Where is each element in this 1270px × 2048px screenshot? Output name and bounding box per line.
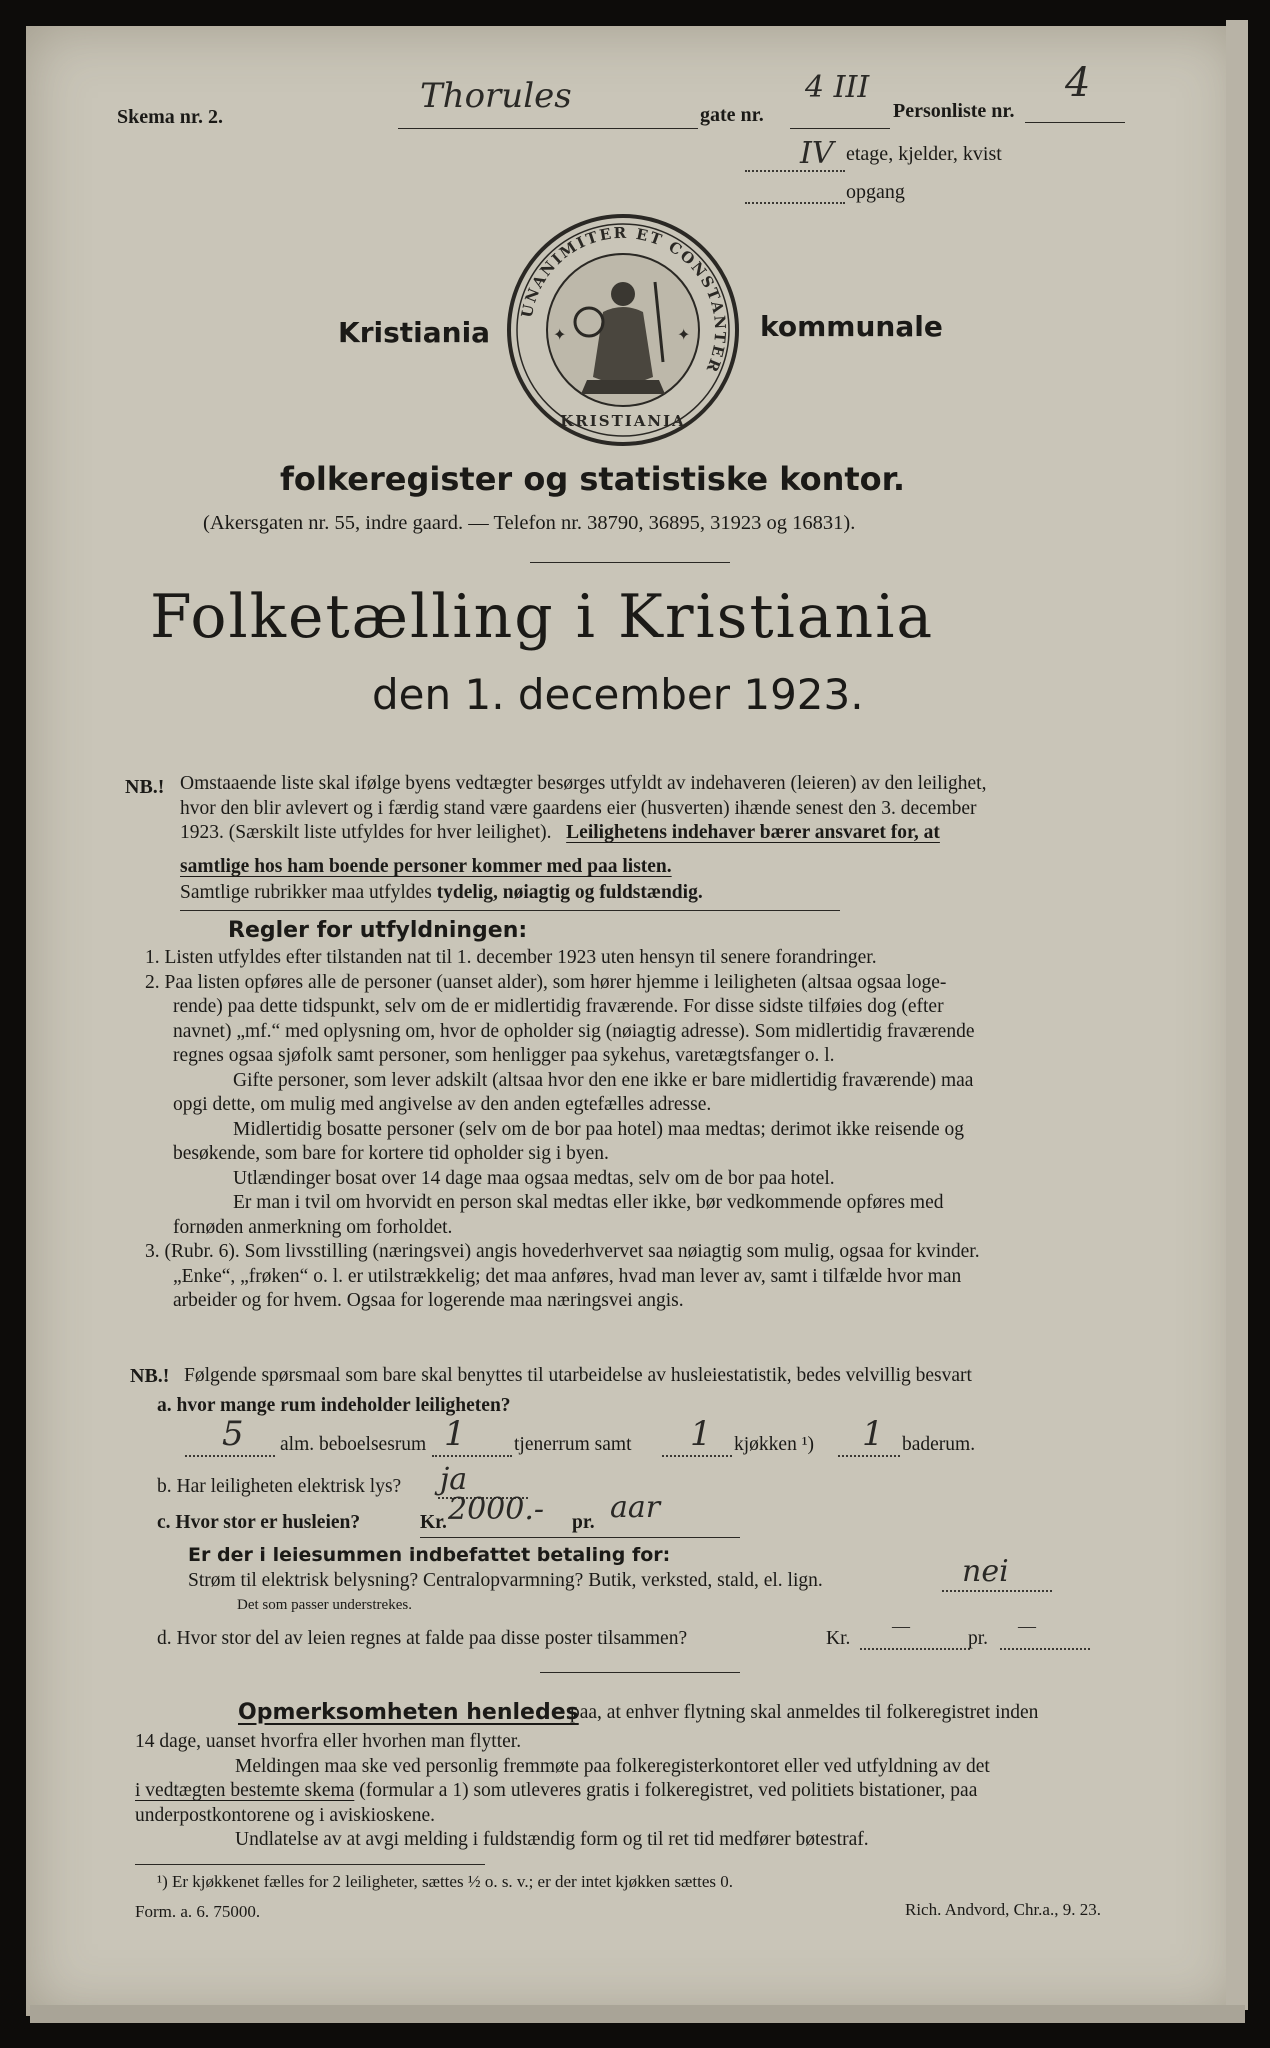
nb1-label: NB.! [125,776,165,798]
rooms-label: alm. beboelsesrum [280,1434,427,1455]
seal-bottom-text: KRISTIANIA [560,412,686,430]
servant-rooms-handwritten: 1 [444,1414,466,1454]
paper-edge-bottom [30,2005,1245,2023]
notice-line-4a: i vedtægten bestemte skema [135,1780,355,1801]
d-pr-label: pr. [968,1628,989,1649]
printer-credit: Rich. Andvord, Chr.a., 9. 23. [905,1900,1101,1919]
nb1-line-1: Omstaaende liste skal ifølge byens vedtægter besørges utfyldt av indehaveren (leieren) av den leilighet, [180,773,987,794]
seal-right-word: kommunale [760,310,943,343]
d-amount-handwritten: — [892,1616,910,1636]
notice-line-5: underpostkontorene og i aviskioskene. [135,1804,436,1826]
d-period-handwritten: — [1018,1616,1036,1636]
rule-2-line-3: navnet) „mf.“ med oplysning om, hvor de opholder sig (nøiagtig adresse). Som midlertidig fraværende [173,1020,975,1042]
nb1-line-3a: 1923. (Særskilt liste utfyldes for hver leilighet). [180,822,552,843]
office-address: (Akersgaten nr. 55, indre gaard. — Telefon nr. 38790, 36895, 31923 og 16831). [203,512,856,534]
rule-2-line-7: Midlertidig bosatte personer (selv om de bor paa hotel) maa medtas; derimot ikke reisende og [233,1118,965,1140]
rent-amount-handwritten: 2000.- [448,1492,545,1527]
rule-1: 1. Listen utfyldes efter tilstanden nat til 1. december 1923 uten hensyn til senere forandringer. [145,947,877,968]
paper-edge-right [1226,20,1248,2010]
rule-2-line-11: fornøden anmerkning om forholdet. [173,1216,453,1238]
gate-number-handwritten: 4 III [805,70,870,105]
notice-line-3: Meldingen maa ske ved personlig fremmøte paa folkeregisterkontoret eller ved utfyldning av det [235,1755,990,1777]
skema-number: Skema nr. 2. [117,106,223,128]
nb1-line-2: hvor den blir avlevert og i færdig stand være gaardens eier (husverten) ihænde senest den 3. december [180,797,977,819]
kristiania-seal-emblem [505,212,741,448]
rule-3-line-1: 3. (Rubr. 6). Som livsstilling (næringsvei) angis hovederhvervet saa nøiagtig som mulig, ogsaa for kvinder. [145,1241,980,1262]
included-answer-handwritten: nei [962,1554,1009,1589]
question-a: a. hvor mange rum indeholder leiligheten? [157,1395,511,1416]
question-d: d. Hvor stor del av leien regnes at falde paa disse poster tilsammen? [157,1628,688,1649]
form-number: Form. a. 6. 75000. [135,1902,261,1921]
rule-2-line-2: rende) paa dette tidspunkt, selv om de er midlertidig fraværende. For disse sidste tilføies dog (efter [173,996,944,1017]
question-c: c. Hvor stor er husleien? [157,1512,361,1533]
nb1-line-5 [180,882,703,904]
office-name: folkeregister og statistiske kontor. [280,460,906,498]
etage-handwritten: IV [800,136,834,171]
kitchen-count-handwritten: 1 [690,1414,712,1454]
rule-2-line-1: 2. Paa listen opføres alle de personer (uanset alder), som hører hjemme i leiligheten (altsaa ogsaa loge- [145,971,947,993]
rent-pr-label: pr. [572,1512,595,1533]
nb1-responsibility: Leilighetens indehaver bærer ansvaret for, at [566,822,940,843]
rule-2-line-4: regnes ogsaa sjøfolk samt personer, som henligger paa sykehus, varetægtsfanger o. l. [173,1045,835,1066]
personliste-label: Personliste nr. [893,100,1015,122]
rule-2-line-5: Gifte personer, som lever adskilt (altsaa hvor den ene ikke er bare midlertidig fraværende) maa [233,1069,974,1091]
nb1-line-5b: tydelig, nøiagtig og fuldstændig. [436,882,703,903]
question-b: b. Har leiligheten elektrisk lys? [157,1476,402,1497]
d-kr-label: Kr. [826,1628,851,1649]
nb2-label: NB.! [130,1365,170,1387]
rule-2-line-8: besøkende, som bare for kortere tid opholder sig i byen. [173,1143,609,1164]
notice-line-4b: (formular a 1) som utleveres gratis i folkeregistret, ved politiets bistationer, paa [359,1780,978,1801]
underline-note: Det som passer understrekes. [237,1597,412,1613]
rule-3-line-3: arbeider og for hvem. Ogsaa for logerende maa næringsvei angis. [173,1290,684,1311]
notice-line-6: Undlatelse av at avgi melding i fuldstændig form og til ret tid medfører bøtestraf. [235,1829,869,1850]
kitchen-label: kjøkken ¹) [734,1434,815,1455]
nb1-line-4: samtlige hos ham boende personer kommer med paa listen. [180,856,672,877]
svg-text:✦: ✦ [677,327,691,344]
etage-label: etage, kjelder, kvist [846,143,1002,165]
opgang-label: opgang [846,181,905,203]
notice-heading: Opmerksomheten henledes [238,1700,579,1725]
nb2-intro: Følgende spørsmaal som bare skal benyttes til utarbeidelse av husleiestatistik, bedes velvillig besvart [184,1365,972,1386]
footnote: ¹) Er kjøkkenet fælles for 2 leiligheter, sættes ½ o. s. v.; er der intet kjøkken sættes 0. [157,1872,734,1891]
rule-2-line-10: Er man i tvil om hvorvidt en person skal medtas eller ikke, bør vedkommende opføres med [233,1192,944,1213]
census-title: Folketælling i Kristiania [150,582,935,652]
rooms-count-handwritten: 5 [222,1414,244,1454]
census-date: den 1. december 1923. [372,670,864,719]
rent-period-handwritten: aar [610,1490,661,1525]
svg-text:✦: ✦ [553,327,567,344]
personliste-number-handwritten: 4 [1065,60,1091,106]
bath-label: baderum. [902,1434,976,1455]
included-items: Strøm til elektrisk belysning? Centralopvarmning? Butik, verksted, stald, el. lign. [188,1570,823,1591]
electric-light-answer: ja [440,1462,468,1497]
rule-2-line-9: Utlændinger bosat over 14 dage maa ogsaa medtas, selv om de bor paa hotel. [233,1167,835,1189]
seal-left-word: Kristiania [338,316,491,349]
included-heading: Er der i leiesummen indbefattet betaling for: [188,1544,671,1566]
servant-rooms-label: tjenerrum samt [514,1434,632,1455]
gate-label: gate nr. [700,104,764,126]
rules-heading: Regler for utfyldningen: [228,918,528,943]
nb1-line-5a: Samtlige rubrikker maa utfyldes [180,882,432,903]
notice-line-1: paa, at enhver flytning skal anmeldes til folkeregistret inden [570,1702,1039,1723]
rule-2-line-6: opgi dette, om mulig med angivelse av den anden egtefælles adresse. [173,1094,712,1115]
seal-ring-text: UNANIMITER ET CONSTANTER [517,223,730,377]
rent-kr-label: Kr. [420,1512,447,1533]
rule-3-line-2: „Enke“, „frøken“ o. l. er utilstrækkelig; det maa anføres, hvad man lever av, samt i tilfælde hvor man [173,1265,962,1287]
bath-count-handwritten: 1 [862,1414,884,1454]
notice-line-2: 14 dage, uanset hvorfra eller hvorhen man flytter. [135,1731,522,1752]
street-name-handwritten: Thorules [420,76,572,116]
